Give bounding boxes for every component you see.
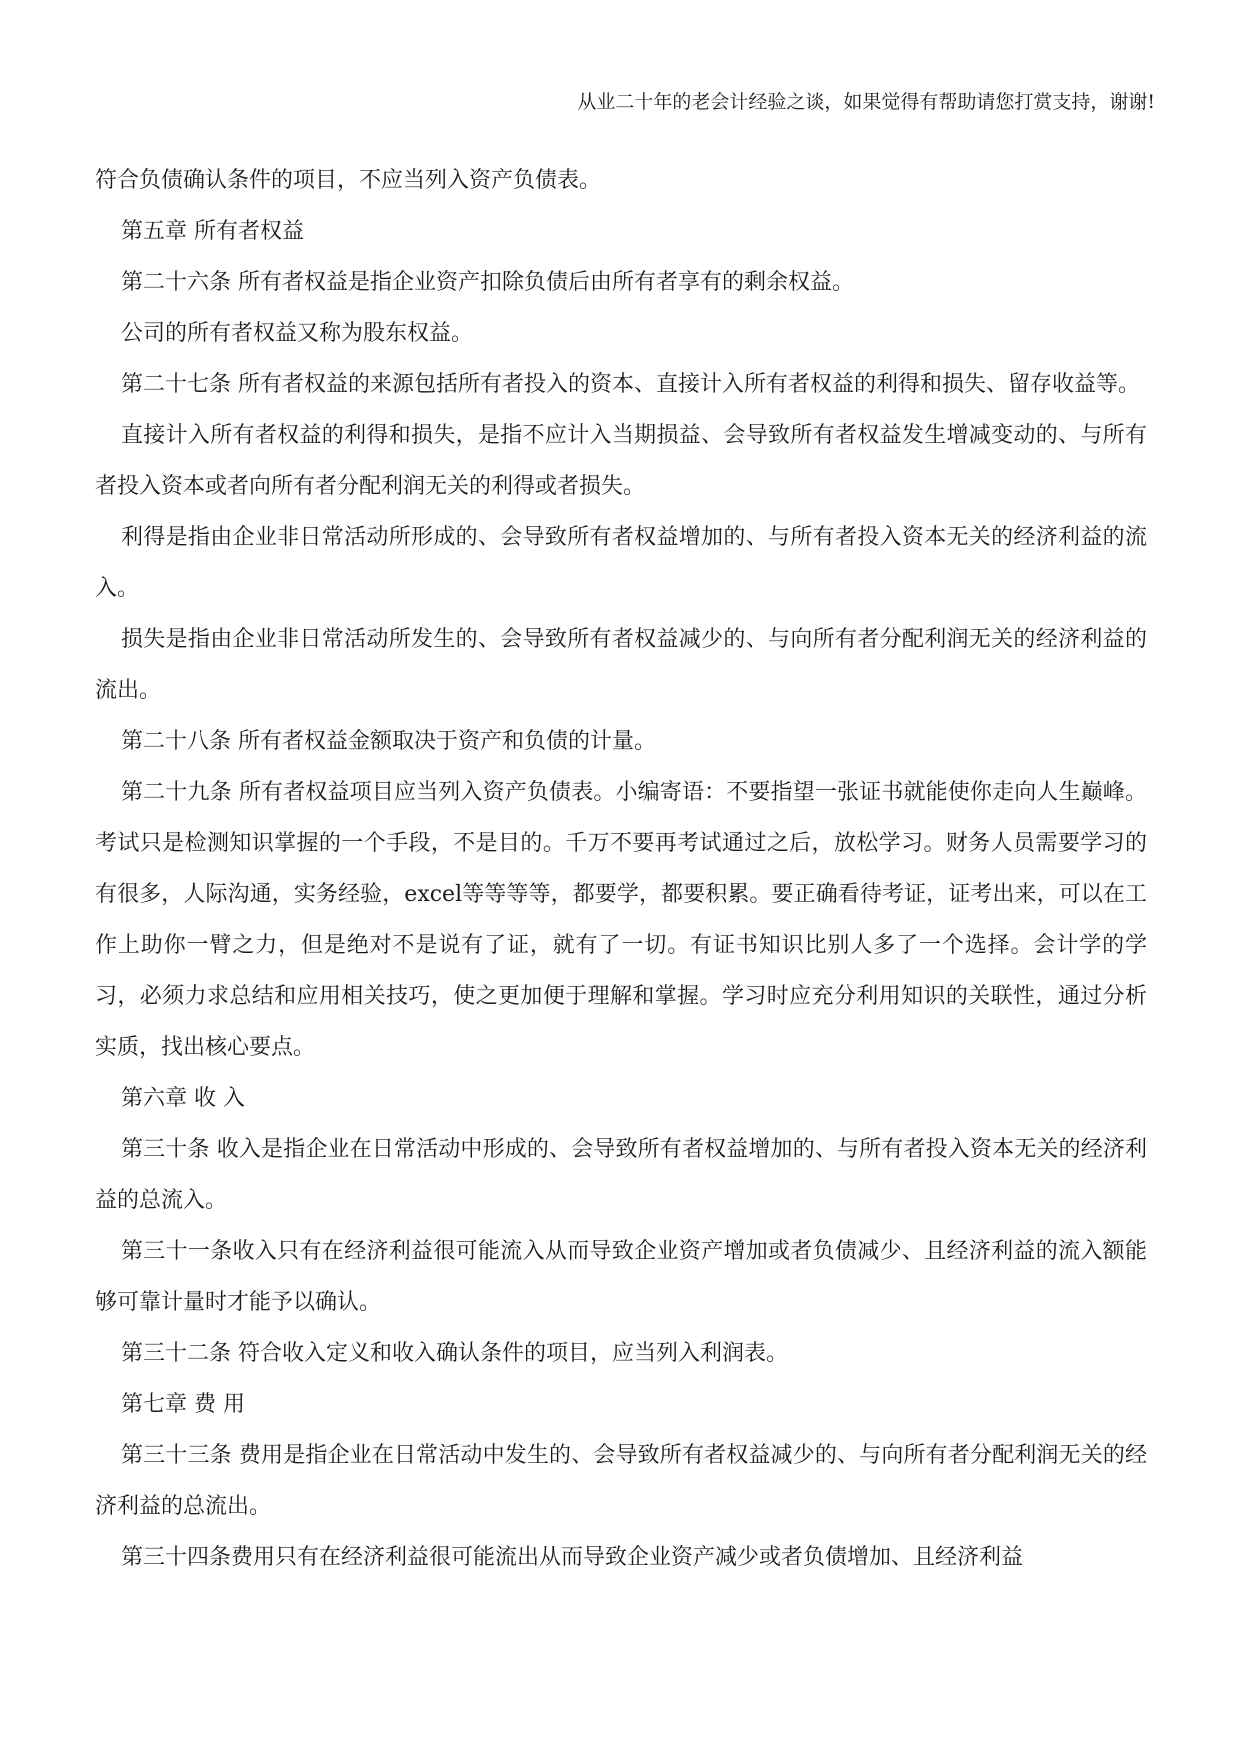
paragraph: 第三十四条费用只有在经济利益很可能流出从而导致企业资产减少或者负债增加、且经济利益: [121, 1545, 1024, 1570]
paragraph: 公司的所有者权益又称为股东权益。: [121, 321, 474, 346]
paragraph: 第三十三条 费用是指企业在日常活动中发生的、会导致所有者权益减少的、与向所有者分配利润无关的经济利益的总流出。: [95, 1443, 1147, 1519]
paragraph: 第三十二条 符合收入定义和收入确认条件的项目，应当列入利润表。: [121, 1341, 788, 1366]
paragraph: 符合负债确认条件的项目，不应当列入资产负债表。: [95, 168, 602, 193]
paragraph: 利得是指由企业非日常活动所形成的、会导致所有者权益增加的、与所有者投入资本无关的经济利益的流入。: [95, 525, 1147, 601]
chapter-heading: 第六章 收 入: [121, 1086, 245, 1111]
paragraph: 第三十一条收入只有在经济利益很可能流入从而导致企业资产增加或者负债减少、且经济利益的流入额能够可靠计量时才能予以确认。: [95, 1239, 1147, 1315]
header-note: 从业二十年的老会计经验之谈，如果觉得有帮助请您打赏支持，谢谢!: [577, 91, 1155, 113]
paragraph: 直接计入所有者权益的利得和损失，是指不应计入当期损益、会导致所有者权益发生增减变动的、与所有者投入资本或者向所有者分配利润无关的利得或者损失。: [95, 423, 1147, 499]
paragraph: 第二十六条 所有者权益是指企业资产扣除负债后由所有者享有的剩余权益。: [121, 270, 854, 295]
paragraph: 第三十条 收入是指企业在日常活动中形成的、会导致所有者权益增加的、与所有者投入资本无关的经济利益的总流入。: [95, 1137, 1147, 1213]
chapter-heading: 第五章 所有者权益: [121, 219, 304, 244]
paragraph: 第二十七条 所有者权益的来源包括所有者投入的资本、直接计入所有者权益的利得和损失、留存收益等。: [121, 372, 1140, 397]
paragraph: 第二十九条 所有者权益项目应当列入资产负债表。小编寄语：不要指望一张证书就能使你走向人生巅峰。考试只是检测知识掌握的一个手段，不是目的。千万不要再考试通过之后，放松学习。财务人员需要学习的有很多，人际沟通，实务经验，excel等等等等，都要学，都要积累。要正确看待考证，证考出来，可以在工作上助你一臂之力，但是绝对不是说有了证，就有了一切。有证书知识比别人多了一个选择。会计学的学习，必须力求总结和应用相关技巧，使之更加便于理解和掌握。学习时应充分利用知识的关联性，通过分析实质，找出核心要点。: [95, 780, 1147, 1060]
document-body: [95, 155, 1147, 1583]
paragraph: 第二十八条 所有者权益金额取决于资产和负债的计量。: [121, 729, 656, 754]
chapter-heading: 第七章 费 用: [121, 1392, 245, 1417]
paragraph: 损失是指由企业非日常活动所发生的、会导致所有者权益减少的、与向所有者分配利润无关的经济利益的流出。: [95, 627, 1147, 703]
